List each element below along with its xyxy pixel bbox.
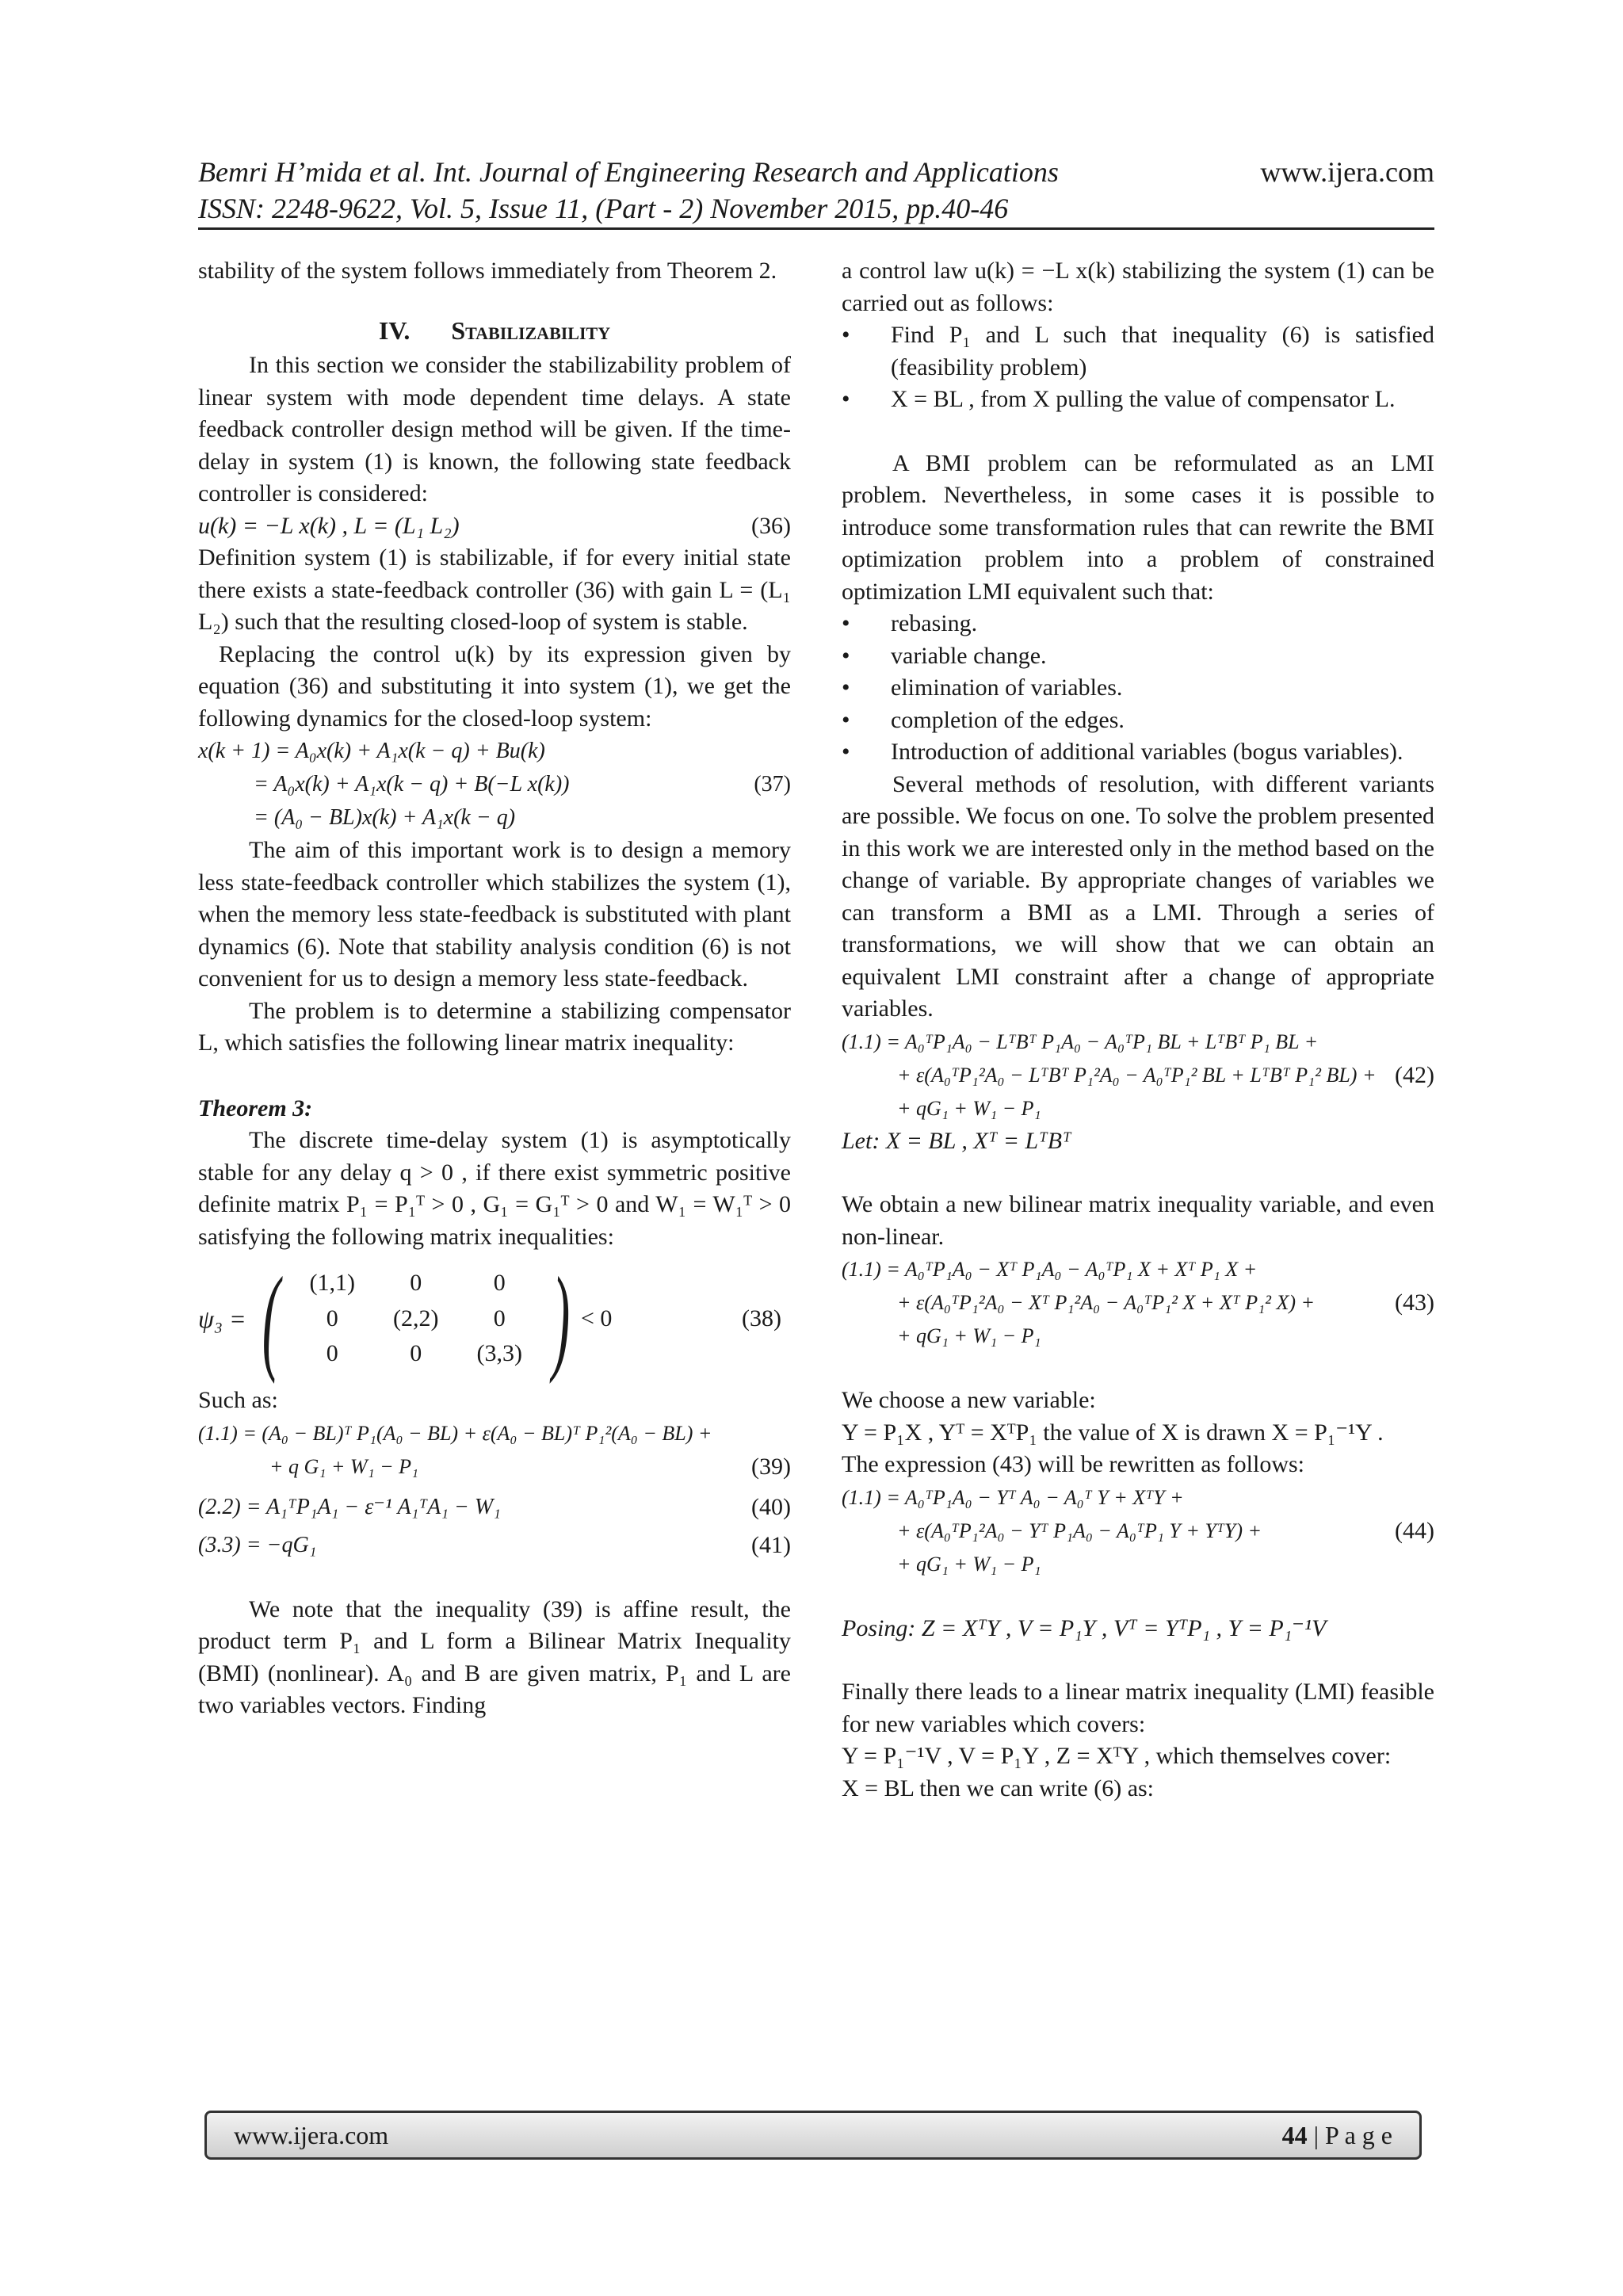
issn-line: ISSN: 2248-9622, Vol. 5, Issue 11, (Part - 2) November 2015, pp.40-46 [198,193,1009,224]
journal-url[interactable]: www.ijera.com [1260,156,1434,188]
equation-42: (1.1) = A₀ᵀP₁A₀ − LᵀBᵀ P₁A₀ − A₀ᵀP₁ BL + LᵀBᵀ P₁ BL + + ε(A₀ᵀP₁²A₀ − LᵀBᵀ P₁²A₀ − A₀ᵀP₁² BL + LᵀBᵀ P₁² BL) + (42) + qG₁ + W₁ − P₁ [842,1030,1434,1120]
theorem-title: Theorem 3: [198,1095,313,1121]
equation-39: (1.1) = (A₀ − BL)ᵀ P₁(A₀ − BL) + ε(A₀ − BL)ᵀ P₁²(A₀ − BL) + + q G₁ + W₁ − P₁ (39) [198,1421,791,1480]
list-item: • rebasing. [842,610,978,636]
paragraph: Several methods of resolution, with different variants are possible. We focus on one. To solve the problem presented in this work we are interested only in the method based on the change of variable. By appropriate changes of variables we can transform a BMI as a LMI. Through a series of transformations, we will show that we can obtain an equivalent LMI constraint after a change of appropriate variables. [842,770,1434,1022]
paragraph: We choose a new variable: [842,1387,1096,1413]
paragraph: In this section we consider the stabilizability problem of linear system with mode dependent time delays. A state feedback controller design method will be given. If the time-delay in system (1) is known, the following state feedback controller is considered: [198,352,791,506]
list-item: • variable change. [842,642,1047,669]
equation-38: ψ₃ = ( (1,1) 0 0 0 (2,2) 0 0 0 (3,3) ) < 0 (38) [198,1253,781,1385]
list-item: • completion of the edges. [842,706,1125,733]
paragraph: Definition system (1) is stabilizable, if for every initial state there exists a state-feedback controller (36) with gain L = (L₁ L₂) such that the resulting closed-loop of system is stable. [198,544,791,635]
equation-43: (1.1) = A₀ᵀP₁A₀ − Xᵀ P₁A₀ − A₀ᵀP₁ X + Xᵀ P₁ X + + ε(A₀ᵀP₁²A₀ − Xᵀ P₁²A₀ − A₀ᵀP₁² X + Xᵀ P₁² X) + (43) + qG₁ + W₁ − P₁ [842,1258,1434,1347]
let-definition: Let: X = BL , Xᵀ = LᵀBᵀ [842,1127,1071,1154]
paragraph: The expression (43) will be rewritten as follows: [842,1451,1305,1477]
journal-citation: Bemri H’mida et al. Int. Journal of Engineering Research and Applications [198,156,1059,188]
such-as: Such as: [198,1387,278,1413]
list-item: • elimination of variables. [842,674,1123,701]
paragraph: Y = P₁X , Yᵀ = XᵀP₁ the value of X is drawn X = P₁⁻¹Y . [842,1419,1384,1446]
paragraph: We note that the inequality (39) is affine result, the product term P₁ and L form a Bilinear Matrix Inequality (BMI) (nonlinear). A₀ and B are given matrix, P₁ and L are two variables vectors. Finding [198,1595,791,1718]
paragraph: a control law u(k) = −L x(k) stabilizing the system (1) can be carried out as follows: [842,258,1434,316]
paragraph: Replacing the control u(k) by its expression given by equation (36) and substituting it into system (1), we get the following dynamics for the closed-loop system: [198,640,791,732]
page-number: 44 | P a g e [1281,2120,1392,2149]
paragraph: The aim of this important work is to design a memory less state-feedback controller which stabilizes the system (1), when the memory less state-feedback is substituted with plant dynamics (6). Note that stability analysis condition (6) is not convenient for us to design a memory less state-feedback. [198,837,791,991]
list-item: • X = BL , from X pulling the value of compensator L. [842,386,1396,412]
header-rule [198,227,1434,230]
paragraph: Y = P₁⁻¹V , V = P₁Y , Z = XᵀY , which themselves cover: [842,1743,1392,1769]
posing-definitions: Posing: Z = XᵀY , V = P₁Y , Vᵀ = YᵀP₁ , Y = P₁⁻¹V [842,1614,1327,1641]
block-matrix: (1,1) 0 0 0 (2,2) 0 0 0 (3,3) [309,1270,522,1367]
paragraph: Finally there leads to a linear matrix inequality (LMI) feasible for new variables which covers: [842,1679,1434,1737]
paragraph: stability of the system follows immediately from Theorem 2. [198,258,777,284]
equation-40: (2.2) = A₁ᵀP₁A₁ − ε⁻¹ A₁ᵀA₁ − W₁ (40) [198,1493,791,1520]
page-footer [204,2111,1422,2160]
paragraph: X = BL then we can write (6) as: [842,1775,1155,1801]
theorem-body: The discrete time-delay system (1) is asymptotically stable for any delay q > 0 , if there exist symmetric positive definite matrix P₁ = P₁ᵀ > 0 , G₁ = G₁ᵀ > 0 and W₁ = W₁ᵀ > 0 satisfying the following matrix inequalities: [198,1127,791,1250]
equation-37: x(k + 1) = A₀x(k) + A₁x(k − q) + Bu(k) = A₀x(k) + A₁x(k − q) + B(−L x(k)) (37) = (A₀ − BL)x(k) + A₁x(k − q) [198,739,791,830]
equation-36: u(k) = −L x(k) , L = (L₁ L₂) (36) [198,512,791,539]
left-column [198,255,791,1722]
running-header [198,154,1434,227]
paragraph: The problem is to determine a stabilizing compensator L, which satisfies the following linear matrix inequality: [198,997,791,1056]
section-heading: IV. Stabilizability [378,315,611,345]
list-item: • Find P₁ and L such that inequality (6) is satisfied (feasibility problem) [842,322,1434,380]
equation-41: (3.3) = −qG₁ (41) [198,1532,791,1558]
list-item: • Introduction of additional variables (bogus variables). [842,739,1403,765]
equation-44: (1.1) = A₀ᵀP₁A₀ − Yᵀ A₀ − A₀ᵀ Y + XᵀY + + ε(A₀ᵀP₁²A₀ − Yᵀ P₁A₀ − A₀ᵀP₁ Y + YᵀY) + (44) + qG₁ + W₁ − P₁ [842,1485,1434,1576]
paragraph: A BMI problem can be reformulated as an LMI problem. Nevertheless, in some cases it is possible to introduce some transformation rules that can rewrite the BMI optimization problem into a problem of constrained optimization LMI equivalent such that: [842,449,1434,605]
paragraph: We obtain a new bilinear matrix inequality variable, and even non-linear. [842,1191,1434,1250]
right-column [842,255,1434,1805]
footer-url[interactable]: www.ijera.com [234,2120,389,2149]
